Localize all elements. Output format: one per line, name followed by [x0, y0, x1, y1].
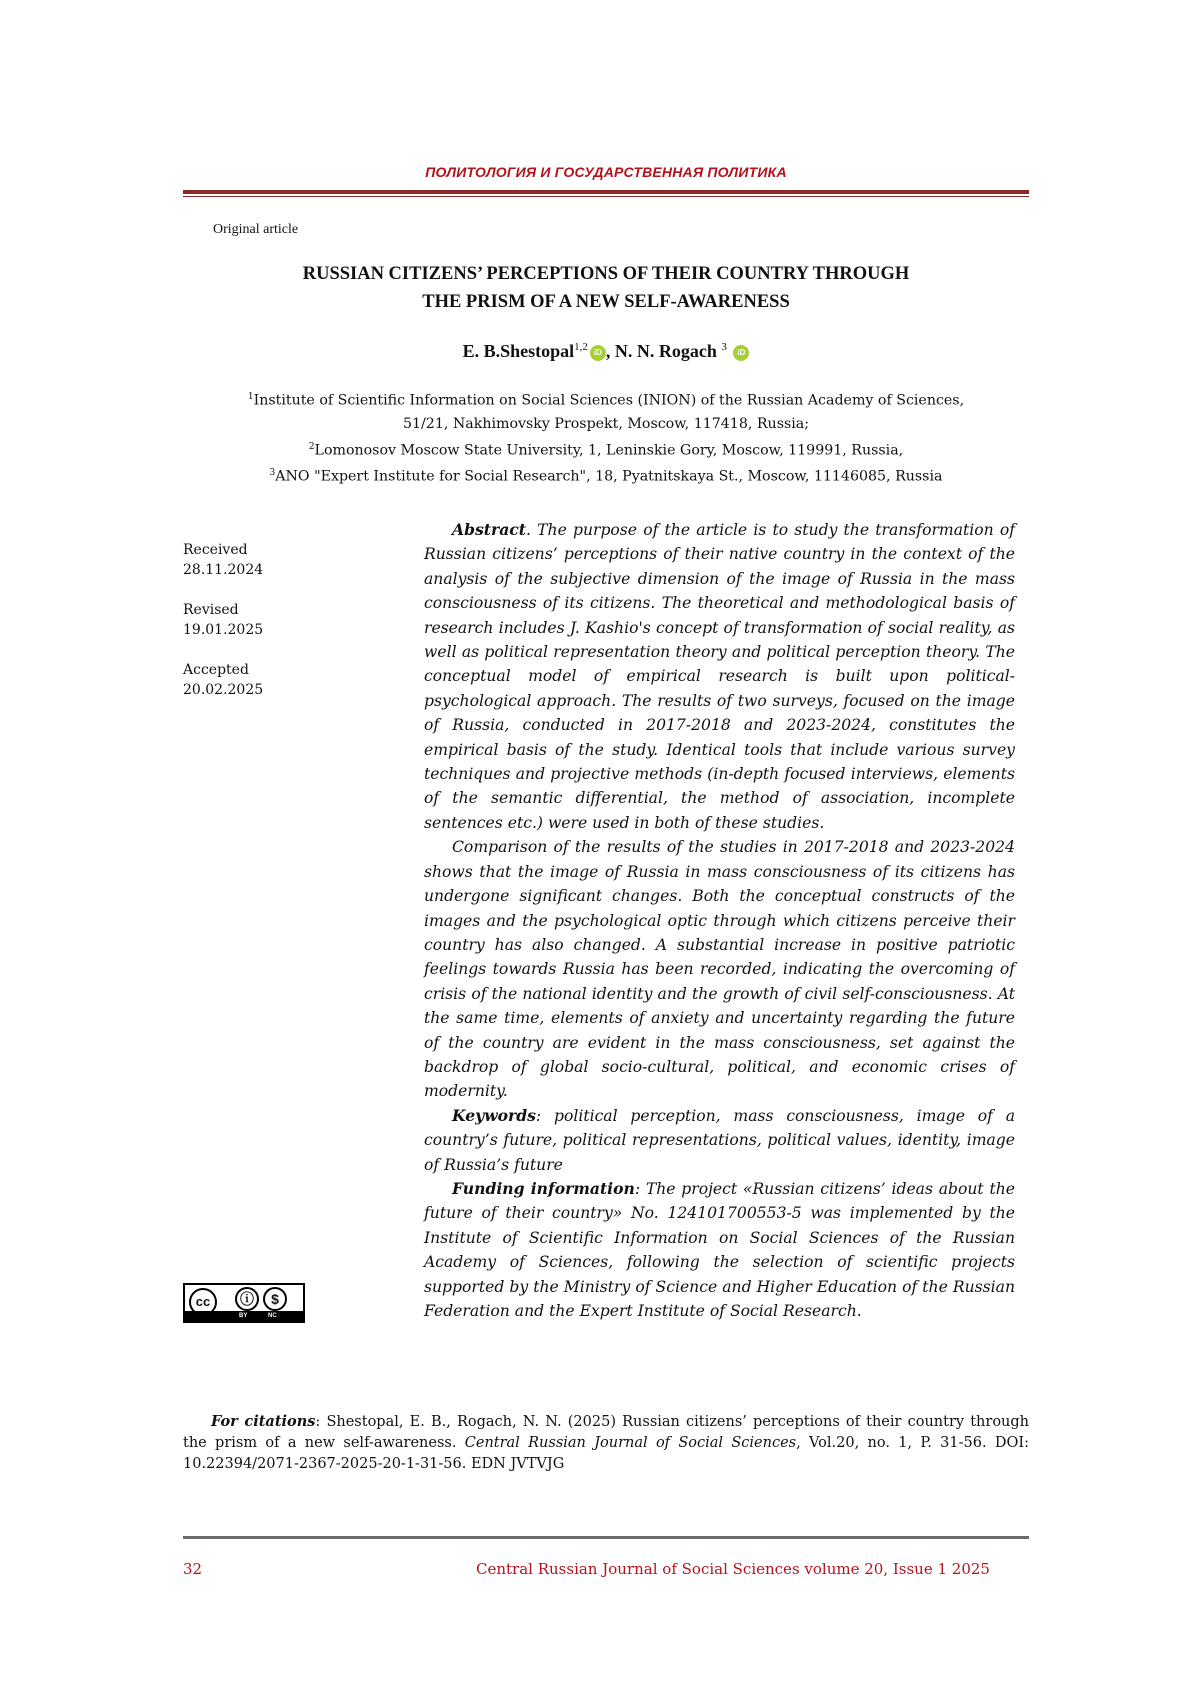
keywords — [424, 1104, 1015, 1177]
nc-label: NC — [268, 1313, 277, 1319]
revised-label: Revised — [183, 602, 239, 618]
funding-text: : The project «Russian citizens’ ideas about the future of their country» No. 124101700553-5 was implemented by the Institute of Scientific Information on Social Sciences of the Russian Academy of Sciences, following the selection of scientific projects supported by the Ministry of Science and Higher Education of the Russian Federation and the Expert Institute of Social Research. — [424, 1179, 1015, 1320]
title-line-1: RUSSIAN CITIZENS’ PERCEPTIONS OF THEIR COUNTRY THROUGH — [302, 264, 910, 284]
accepted-date — [183, 660, 263, 700]
page-number: 32 — [183, 1560, 203, 1578]
abstract — [424, 518, 1015, 1323]
affiliations — [183, 386, 1029, 489]
title-line-2: THE PRISM OF A NEW SELF-AWARENESS — [422, 292, 790, 312]
funding — [424, 1177, 1015, 1323]
citation-paragraph — [183, 1411, 1029, 1475]
header-rule-thin — [183, 196, 1029, 197]
affiliation-number: 3 — [269, 468, 276, 479]
abstract-text: . The purpose of the article is to study the transformation of Russian citizens’ perceptions of their native country in the context of the analysis of the subjective dimension of the image of Russia in the mass consciousness of its citizens. The theoretical and methodological basis of research includes J. Kashio's concept of transformation of social reality, as well as political representation theory and political perception theory. The conceptual model of empirical research is built upon political-psychological approach. The results of two surveys, focused on the image of Russia, conducted in 2017-2018 and 2023-2024, constitutes the empirical basis of the study. Identical tools that include various survey techniques and projective methods (in-depth focused interviews, elements of the semantic differential, the method of association, incomplete sentences etc.) were used in both of these studies. — [424, 521, 1015, 832]
affiliation-line — [183, 436, 1029, 463]
by-label: BY — [239, 1313, 248, 1319]
affiliation-line — [183, 413, 1029, 436]
cc-license-icon[interactable] — [183, 1283, 305, 1323]
affiliation-line — [183, 462, 1029, 489]
received-label: Received — [183, 542, 248, 558]
header-rule-thick — [183, 190, 1029, 194]
article-dates — [183, 540, 263, 720]
keywords-label: Keywords — [452, 1105, 536, 1125]
footer-rule — [183, 1536, 1029, 1539]
author-1-affiliation: 1,2 — [574, 341, 588, 353]
author-2: N. N. Rogach — [614, 341, 717, 361]
received-date — [183, 540, 263, 580]
affiliation-text: ANO "Expert Institute for Social Research", 18, Pyatnitskaya St., Moscow, 11146085, Russia — [275, 469, 943, 486]
citation-text-1: : Shestopal, E. B., Rogach, N. N. (2025) Russian citizens’ perceptions of their country through the prism of a new self-awareness. — [183, 1414, 1030, 1451]
accepted-value: 20.02.2025 — [183, 682, 264, 698]
received-value: 28.11.2024 — [183, 562, 264, 578]
affiliation-text: Institute of Scientific Information on Social Sciences (INION) of the Russian Academy of Sciences, — [253, 392, 965, 409]
keywords-text: : political perception, mass consciousness, image of a country’s future, political representations, political values, identity, image of Russia’s future — [424, 1106, 1015, 1174]
revised-date — [183, 600, 263, 640]
abstract-paragraph-2: Comparison of the results of the studies in 2017-2018 and 2023-2024 shows that the image of Russia in mass consciousness of its citizens has undergone significant changes. Both the conceptual constructs of the images and the psychological optic through which citizens perceive their country has also changed. A substantial increase in positive patriotic feelings towards Russia has been recorded, indicating the overcoming of crisis of the national identity and the growth of civil self-consciousness. At the same time, elements of anxiety and uncertainty regarding the future of the country are evident in the mass consciousness, set against the backdrop of global socio-cultural, political, and economic crises of modernity. — [424, 838, 1015, 1101]
running-head: ПОЛИТОЛОГИЯ И ГОСУДАРСТВЕННАЯ ПОЛИТИКА — [425, 164, 787, 180]
cc-icon: cc — [189, 1288, 217, 1316]
affiliation-line — [183, 386, 1029, 413]
citation-text-2: , Vol.20, no. 1, P. 31-56. DOI: 10.22394/2071-2367-2025-20-1-31-56. EDN JVTVJG — [183, 1435, 1029, 1472]
affiliation-text: Lomonosov Moscow State University, 1, Leninskie Gory, Moscow, 119991, Russia, — [314, 442, 904, 459]
authors — [183, 341, 1029, 362]
affiliation-text: 51/21, Nakhimovsky Prospekt, Moscow, 117418, Russia; — [402, 415, 810, 432]
nc-icon: $ — [263, 1287, 287, 1311]
journal-footer: Central Russian Journal of Social Sciences volume 20, Issue 1 2025 — [476, 1560, 990, 1578]
affiliation-number: 1 — [247, 392, 254, 402]
author-separator: , — [605, 341, 615, 361]
funding-label: Funding information — [452, 1178, 635, 1198]
citation — [183, 1411, 1029, 1475]
accepted-label: Accepted — [183, 662, 249, 678]
orcid-icon[interactable]: iD — [733, 345, 749, 361]
affiliation-number: 2 — [308, 441, 315, 452]
abstract-paragraph-1 — [424, 518, 1015, 835]
license-bar — [185, 1311, 303, 1321]
author-2-affiliation: 3 — [721, 341, 727, 353]
article-title — [183, 260, 1029, 316]
article-type: Original article — [213, 222, 299, 237]
orcid-icon[interactable]: iD — [590, 345, 606, 361]
by-icon: ⓘ — [235, 1287, 259, 1311]
header-rule — [183, 190, 1029, 197]
revised-value: 19.01.2025 — [183, 622, 264, 638]
abstract-label: Abstract — [452, 520, 527, 539]
citation-label: For citations — [211, 1413, 316, 1430]
citation-journal: Central Russian Journal of Social Sciences — [464, 1435, 797, 1451]
author-1: E. B.Shestopal — [462, 341, 575, 361]
